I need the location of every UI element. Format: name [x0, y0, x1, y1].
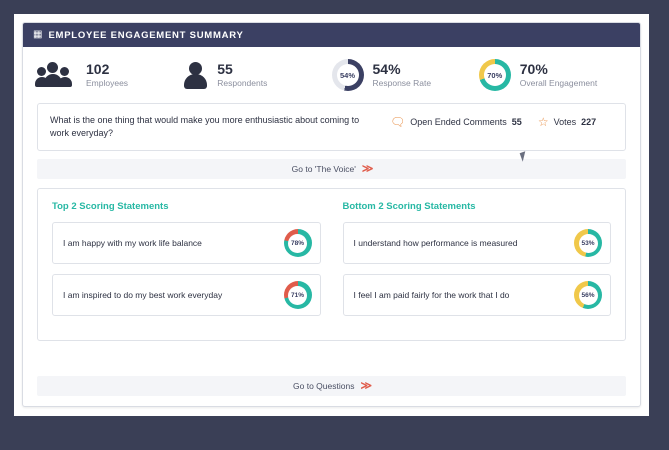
star-icon: ☆	[537, 115, 549, 129]
engagement-summary-card	[22, 22, 641, 407]
kpi-respondents-value: 55	[217, 61, 233, 78]
bottom-scoring-title: Bottom 2 Scoring Statements	[342, 201, 476, 213]
scoring-statements-panel	[37, 188, 626, 341]
votes-count: 227	[581, 117, 597, 127]
statement-score-donut-icon	[574, 229, 602, 257]
bottom-scoring-column	[343, 201, 612, 326]
top-scoring-column	[52, 201, 321, 326]
statement-text: I am happy with my work life balance	[63, 237, 202, 248]
open-ended-comments-link[interactable]	[390, 116, 522, 128]
comment-bubble-icon: 🗨	[390, 115, 406, 129]
kpi-row	[23, 47, 640, 101]
question-actions	[390, 114, 596, 128]
kpi-employees-value: 102	[86, 61, 110, 78]
list-item[interactable]	[52, 222, 321, 264]
kpi-response-rate-value: 54%	[372, 61, 401, 78]
go-to-the-voice-label: Go to 'The Voice'	[291, 164, 356, 175]
grid-icon: ▦	[33, 29, 43, 40]
background-left-strip	[0, 0, 14, 450]
list-item[interactable]	[343, 274, 612, 316]
kpi-overall-engagement-label: Overall Engagement	[519, 77, 598, 88]
statement-score-donut-icon	[574, 281, 602, 309]
go-to-the-voice-bar[interactable]	[37, 159, 626, 179]
featured-question-text: What is the one thing that would make you more enthusiastic about coming to work everyday?	[50, 115, 360, 139]
go-to-questions-bar[interactable]	[37, 376, 626, 396]
card-header	[23, 23, 640, 47]
statement-score-label: 71%	[290, 291, 304, 299]
kpi-response-rate-label: Response Rate	[372, 77, 432, 88]
list-item[interactable]	[52, 274, 321, 316]
double-chevron-down-icon: ≫	[361, 162, 372, 175]
open-ended-comments-label: Open Ended Comments	[410, 117, 507, 127]
kpi-respondents	[184, 60, 331, 90]
statement-score-label: 53%	[581, 239, 595, 247]
kpi-employees-label: Employees	[86, 77, 129, 88]
top-scoring-title: Top 2 Scoring Statements	[52, 201, 169, 213]
statement-score-label: 56%	[581, 291, 595, 299]
page-title: EMPLOYEE ENGAGEMENT SUMMARY	[48, 29, 244, 41]
kpi-response-rate	[332, 59, 479, 91]
kpi-overall-engagement	[479, 59, 626, 91]
person-icon	[184, 60, 208, 90]
overall-engagement-donut-label: 70%	[487, 70, 503, 80]
response-rate-donut-icon	[332, 59, 364, 91]
kpi-respondents-label: Respondents	[217, 77, 268, 88]
votes-link[interactable]	[538, 116, 596, 128]
go-to-questions-label: Go to Questions	[293, 381, 355, 391]
open-ended-comments-count: 55	[511, 117, 522, 127]
statement-text: I feel I am paid fairly for the work that I do	[353, 289, 510, 300]
statement-text: I understand how performance is measured	[353, 237, 518, 248]
people-group-icon	[37, 60, 77, 90]
response-rate-donut-label: 54%	[339, 70, 355, 80]
kpi-overall-engagement-value: 70%	[519, 61, 548, 78]
double-chevron-down-icon: ≫	[360, 379, 370, 392]
statement-score-label: 78%	[290, 239, 304, 247]
kpi-employees	[37, 60, 184, 90]
list-item[interactable]	[343, 222, 612, 264]
statement-score-donut-icon	[284, 229, 312, 257]
statement-text: I am inspired to do my best work everyday	[63, 289, 223, 300]
featured-question-box	[37, 103, 626, 151]
background-bottom-band	[0, 416, 669, 450]
overall-engagement-donut-icon	[479, 59, 511, 91]
statement-score-donut-icon	[284, 281, 312, 309]
background-top-strip	[0, 0, 669, 14]
background-right-strip	[649, 0, 669, 450]
votes-label: Votes	[553, 117, 577, 127]
